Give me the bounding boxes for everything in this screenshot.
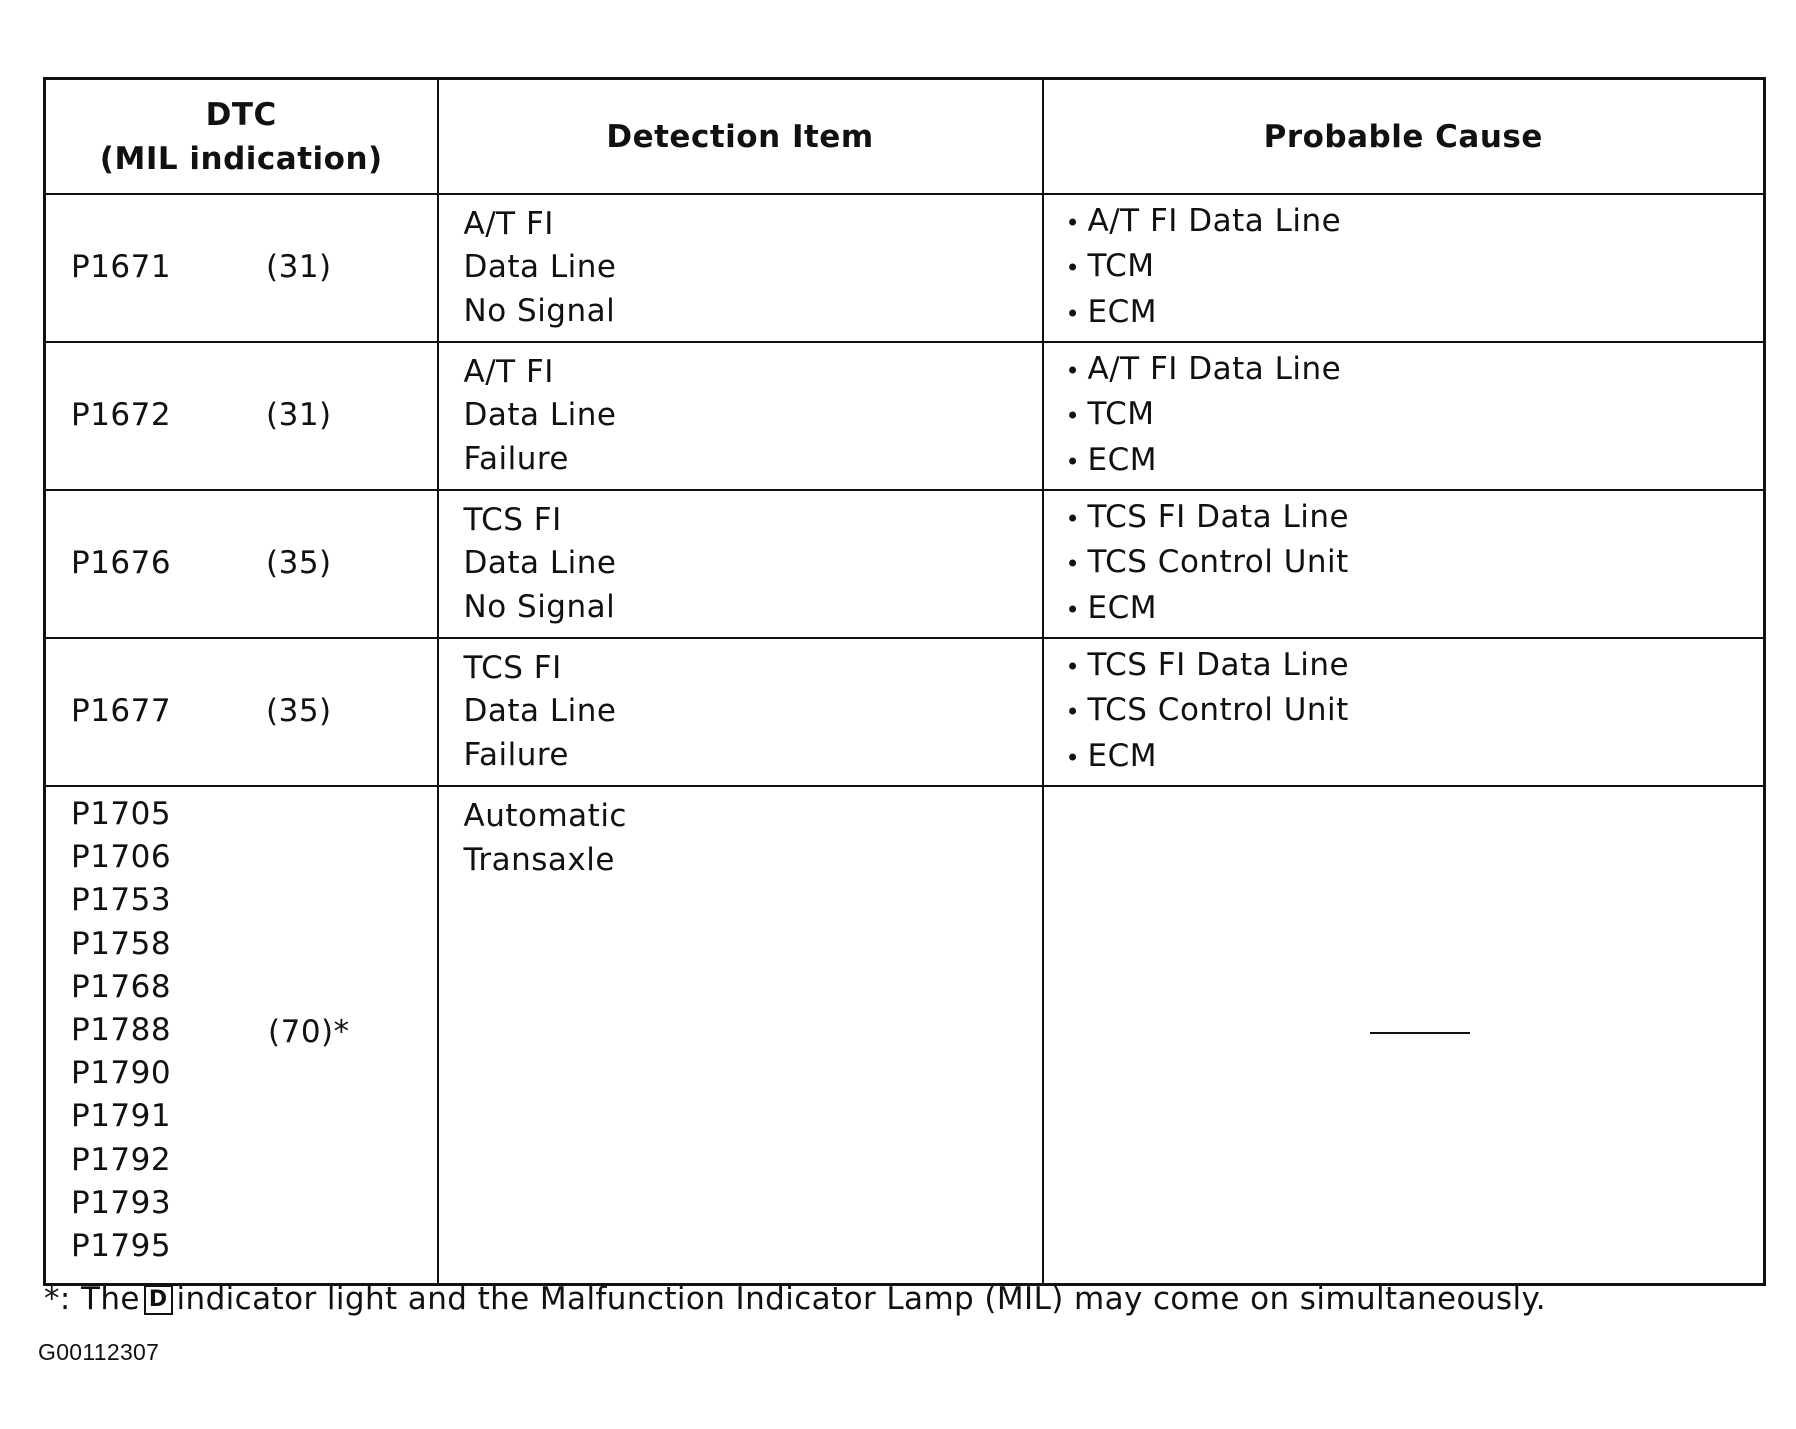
dtc-code-list xyxy=(71,793,437,1268)
detection-line: No Signal xyxy=(463,292,616,329)
detection-line: A/T FI xyxy=(463,353,554,390)
dtc-cell xyxy=(45,194,438,342)
table-row xyxy=(45,342,1765,490)
cause-item xyxy=(1066,541,1764,587)
cause-item xyxy=(1066,439,1764,485)
header-detection: Detection Item xyxy=(438,79,1043,195)
cause-text: ECM xyxy=(1087,737,1157,774)
cause-item xyxy=(1066,348,1764,394)
dtc-code: P1791 xyxy=(71,1098,172,1135)
detection-line: Failure xyxy=(463,736,569,773)
dtc-code: P1790 xyxy=(71,1055,172,1092)
detection-line: No Signal xyxy=(463,588,616,625)
cause-item xyxy=(1066,200,1764,246)
detection-line: TCS FI xyxy=(463,501,562,538)
mil-indication: (31) xyxy=(266,249,332,286)
figure-id: G00112307 xyxy=(38,1339,160,1365)
footnote xyxy=(44,1281,1546,1317)
dtc-code: P1768 xyxy=(71,968,172,1005)
dtc-cell xyxy=(45,490,438,638)
dtc-code: P1671 xyxy=(71,249,172,286)
mil-indication: (70)* xyxy=(268,1014,350,1050)
dtc-cell xyxy=(45,342,438,490)
bullet-icon: • xyxy=(1065,447,1081,476)
cause-cell xyxy=(1043,490,1765,638)
cause-text: ECM xyxy=(1087,589,1157,626)
dtc-code: P1753 xyxy=(71,882,172,919)
bullet-icon: • xyxy=(1065,595,1081,624)
dtc-code: P1705 xyxy=(71,796,172,832)
cause-item xyxy=(1066,735,1764,781)
mil-indication: (35) xyxy=(266,693,332,730)
cause-item xyxy=(1066,393,1764,439)
dtc-code: P1676 xyxy=(71,545,172,582)
cause-text: TCS Control Unit xyxy=(1087,692,1349,729)
bullet-icon: • xyxy=(1065,299,1081,328)
cause-item xyxy=(1066,644,1764,690)
cause-text: TCM xyxy=(1087,396,1155,433)
cause-text: TCS FI Data Line xyxy=(1087,646,1350,683)
dtc-code: P1792 xyxy=(71,1141,172,1178)
dtc-code: P1788 xyxy=(71,1011,172,1048)
dtc-code: P1672 xyxy=(71,397,172,434)
bullet-icon: • xyxy=(1065,504,1081,533)
dtc-code: P1795 xyxy=(71,1227,172,1264)
detection-line: Automatic xyxy=(463,798,627,834)
detection-line: A/T FI xyxy=(463,205,554,242)
detection-line: Data Line xyxy=(463,397,617,434)
table-row xyxy=(45,786,1765,1285)
dtc-code: P1793 xyxy=(71,1184,172,1221)
detection-cell xyxy=(438,342,1043,490)
cause-cell xyxy=(1043,638,1765,786)
detection-cell xyxy=(438,490,1043,638)
header-cause: Probable Cause xyxy=(1043,79,1765,195)
detection-line: Transaxle xyxy=(463,841,615,878)
detection-line: Data Line xyxy=(463,693,617,730)
mil-indication: (35) xyxy=(266,545,332,582)
cause-item xyxy=(1066,291,1764,337)
header-dtc-line1: DTC xyxy=(205,96,277,133)
cause-text: TCS Control Unit xyxy=(1087,544,1349,581)
dtc-cell xyxy=(45,638,438,786)
table-row xyxy=(45,194,1765,342)
cause-cell xyxy=(1043,786,1765,1285)
cause-text: A/T FI Data Line xyxy=(1087,350,1342,387)
bullet-icon: • xyxy=(1065,550,1081,579)
dtc-code: P1758 xyxy=(71,925,172,962)
cause-item xyxy=(1066,245,1764,291)
cause-item xyxy=(1066,689,1764,735)
cause-text: TCS FI Data Line xyxy=(1087,498,1350,535)
bullet-icon: • xyxy=(1065,743,1081,772)
table-row xyxy=(45,490,1765,638)
bullet-icon: • xyxy=(1065,254,1081,283)
bullet-icon: • xyxy=(1065,652,1081,681)
not-applicable-dash xyxy=(1370,1032,1470,1034)
cause-cell xyxy=(1043,342,1765,490)
header-dtc xyxy=(45,79,438,195)
d-indicator-icon: D xyxy=(144,1285,173,1315)
cause-item xyxy=(1066,496,1764,542)
detection-cell xyxy=(438,194,1043,342)
header-dtc-line2: (MIL indication) xyxy=(99,140,383,177)
cause-text: TCM xyxy=(1087,248,1155,285)
bullet-icon: • xyxy=(1065,356,1081,385)
cause-text: ECM xyxy=(1087,441,1157,478)
dtc-table xyxy=(43,77,1766,1286)
detection-line: Data Line xyxy=(463,249,617,286)
dtc-code: P1677 xyxy=(71,693,172,730)
footnote-text: indicator light and the Malfunction Indicator Lamp (MIL) may come on simultaneously. xyxy=(176,1281,1547,1317)
bullet-icon: • xyxy=(1065,208,1081,237)
cause-item xyxy=(1066,587,1764,633)
footnote-prefix: *: The xyxy=(44,1281,140,1317)
cause-text: ECM xyxy=(1087,293,1157,330)
bullet-icon: • xyxy=(1065,402,1081,431)
cause-text: A/T FI Data Line xyxy=(1087,202,1342,239)
detection-cell xyxy=(438,638,1043,786)
detection-cell xyxy=(438,786,1043,1285)
header-row xyxy=(45,79,1765,195)
detection-line: TCS FI xyxy=(463,649,562,686)
detection-line: Data Line xyxy=(463,545,617,582)
detection-line: Failure xyxy=(463,440,569,477)
mil-indication: (31) xyxy=(266,397,332,434)
cause-cell xyxy=(1043,194,1765,342)
dtc-cell xyxy=(45,786,438,1285)
bullet-icon: • xyxy=(1065,698,1081,727)
dtc-code: P1706 xyxy=(71,839,172,876)
table-row xyxy=(45,638,1765,786)
